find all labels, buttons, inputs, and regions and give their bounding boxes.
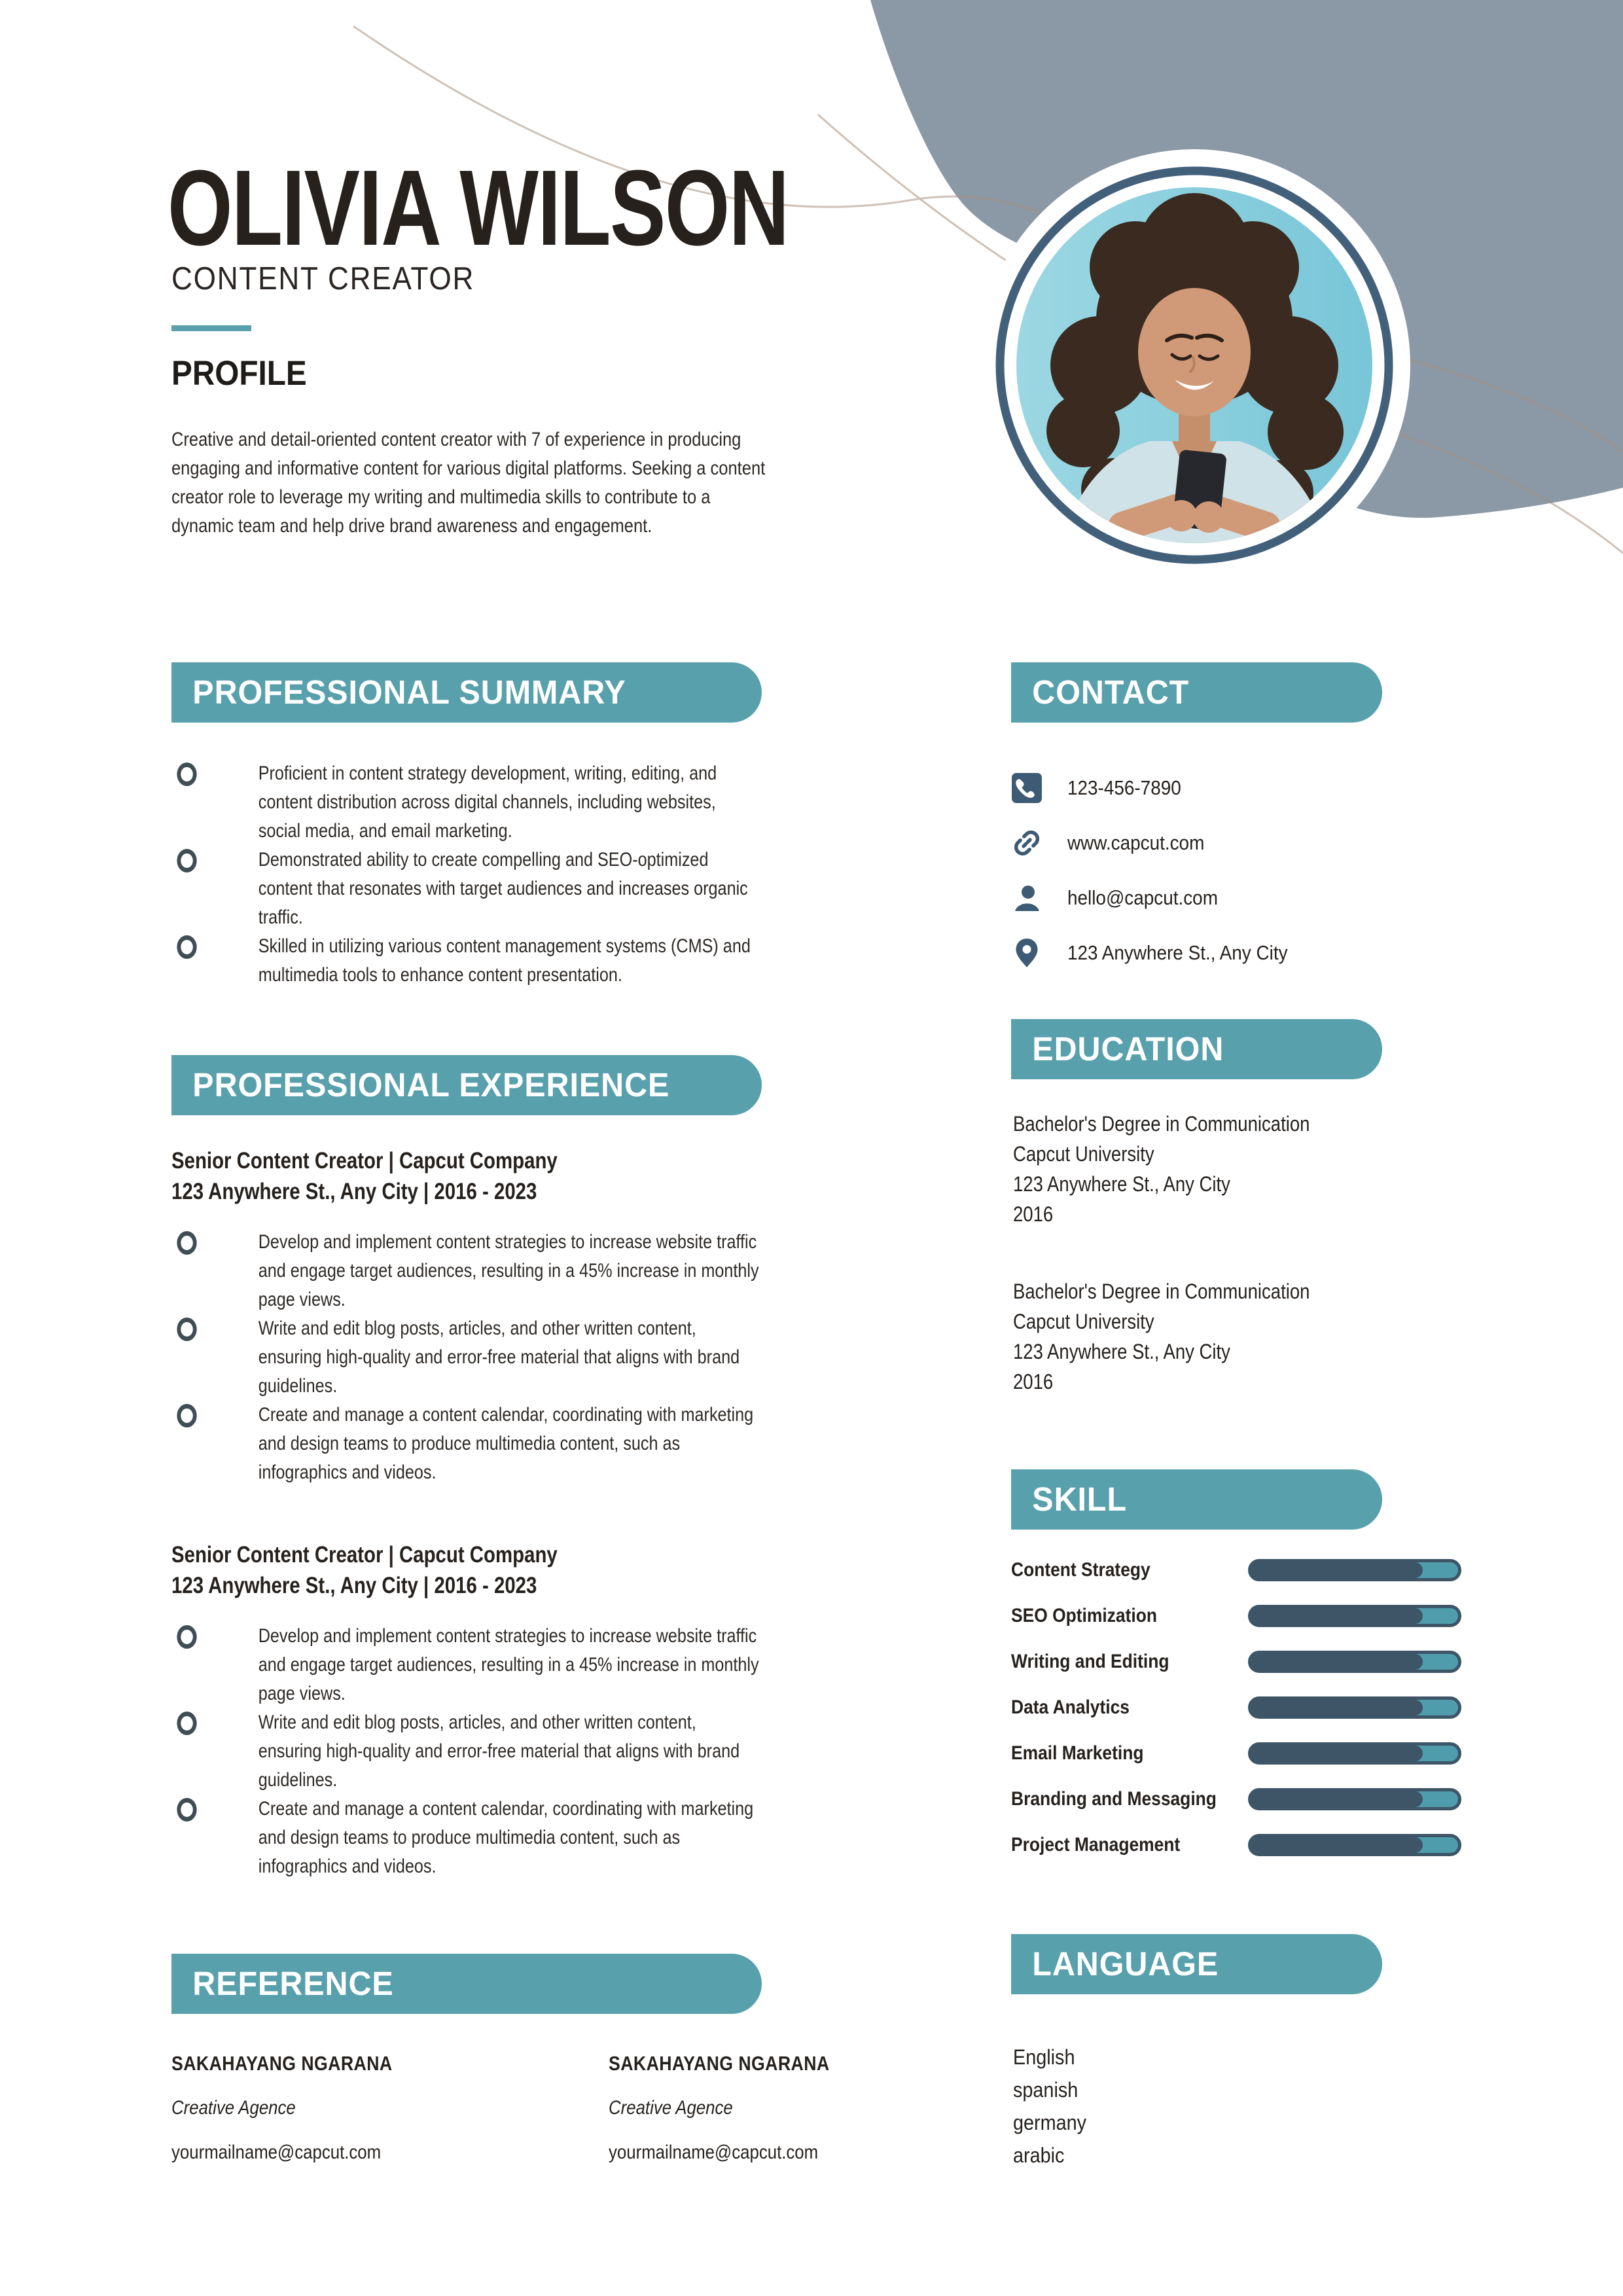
summary-bullet: Demonstrated ability to create compelling and SEO-optimized content that resonates with target audiences and increases organic traffic. bbox=[258, 849, 748, 928]
job-bullets bbox=[171, 1622, 762, 1881]
skill-heading: SKILL bbox=[1032, 1480, 1128, 1518]
language-item: germany bbox=[1013, 2111, 1087, 2134]
reference-heading: REFERENCE bbox=[192, 1965, 394, 2002]
link-icon bbox=[1011, 827, 1043, 859]
contact-row bbox=[1011, 870, 1469, 925]
person-name: OLIVIA WILSON bbox=[168, 148, 789, 268]
skill-label: SEO Optimization bbox=[1011, 1605, 1157, 1626]
skill-bar-fill bbox=[1251, 1608, 1423, 1624]
job-bullet: Write and edit blog posts, articles, and other written content, ensuring high-quality and error-free material that aligns with brand guidelines. bbox=[258, 1712, 740, 1791]
skill-bar-fill bbox=[1251, 1562, 1423, 1578]
language-list bbox=[1013, 2041, 1086, 2172]
language-heading: LANGUAGE bbox=[1032, 1945, 1219, 1982]
job-header bbox=[171, 1145, 762, 1207]
skill-row bbox=[1011, 1776, 1461, 1822]
skill-bar bbox=[1248, 1605, 1461, 1627]
language-item: English bbox=[1013, 2045, 1075, 2069]
experience-banner bbox=[171, 1055, 762, 1115]
contact-value: hello@capcut.com bbox=[1067, 886, 1218, 909]
reference-name: SAKAHAYANG NGARANA bbox=[171, 2052, 393, 2075]
skill-row bbox=[1011, 1547, 1461, 1593]
list-item bbox=[171, 1314, 762, 1401]
summary-banner bbox=[171, 662, 762, 723]
list-item bbox=[171, 1622, 762, 1708]
reference-email: yourmailname@capcut.com bbox=[609, 2142, 819, 2163]
job-title: Senior Content Creator | Capcut Company bbox=[171, 1148, 558, 1174]
bullet-icon bbox=[177, 1404, 196, 1427]
experience-heading: PROFESSIONAL EXPERIENCE bbox=[192, 1066, 670, 1103]
education-entry bbox=[1013, 1276, 1418, 1397]
list-item bbox=[171, 1401, 762, 1487]
bullet-icon bbox=[177, 1712, 196, 1735]
reference-name: SAKAHAYANG NGARANA bbox=[609, 2052, 830, 2075]
skill-bar-fill bbox=[1251, 1746, 1423, 1761]
contact-banner bbox=[1011, 662, 1382, 723]
list-item bbox=[171, 1228, 762, 1314]
job-bullet: Create and manage a content calendar, coordinating with marketing and design teams to produce multimedia content, such as infographics and videos. bbox=[258, 1798, 754, 1877]
skill-label: Project Management bbox=[1011, 1834, 1181, 1856]
reference-banner bbox=[171, 1954, 762, 2014]
skill-bar bbox=[1248, 1696, 1461, 1719]
bullet-icon bbox=[177, 935, 196, 959]
contact-row bbox=[1011, 761, 1469, 816]
job-header bbox=[171, 1539, 762, 1601]
skill-bar bbox=[1248, 1559, 1461, 1581]
profile-heading: PROFILE bbox=[171, 354, 307, 393]
job-meta: 123 Anywhere St., Any City | 2016 - 2023 bbox=[171, 1179, 537, 1204]
person-title: CONTENT CREATOR bbox=[171, 261, 475, 296]
skill-row bbox=[1011, 1822, 1461, 1868]
education-degree: Bachelor's Degree in Communication bbox=[1013, 1112, 1310, 1136]
education-school: Capcut University bbox=[1013, 1142, 1154, 1166]
skill-bar bbox=[1248, 1651, 1461, 1673]
education-banner bbox=[1011, 1019, 1382, 1079]
reference-role: Creative Agence bbox=[171, 2097, 296, 2119]
language-banner bbox=[1011, 1934, 1382, 1994]
job-bullet: Create and manage a content calendar, coordinating with marketing and design teams to produce multimedia content, such as infographics and videos. bbox=[258, 1404, 754, 1483]
contact-value: 123-456-7890 bbox=[1067, 776, 1181, 799]
skill-label: Data Analytics bbox=[1011, 1696, 1130, 1718]
summary-list bbox=[171, 759, 762, 990]
phone-icon bbox=[1011, 772, 1043, 804]
summary-bullet: Skilled in utilizing various content management systems (CMS) and multimedia tools to enhance content presentation. bbox=[258, 935, 751, 986]
skill-row bbox=[1011, 1593, 1461, 1639]
education-entry bbox=[1013, 1109, 1418, 1229]
skill-bar bbox=[1248, 1742, 1461, 1765]
education-year: 2016 bbox=[1013, 1202, 1054, 1226]
job-title: Senior Content Creator | Capcut Company bbox=[171, 1542, 558, 1568]
contact-row bbox=[1011, 925, 1469, 980]
bullet-icon bbox=[177, 762, 196, 786]
summary-heading: PROFESSIONAL SUMMARY bbox=[192, 673, 626, 711]
skill-label: Branding and Messaging bbox=[1011, 1788, 1217, 1810]
skill-bar bbox=[1248, 1834, 1461, 1856]
list-item bbox=[171, 932, 762, 990]
job-bullets bbox=[171, 1228, 762, 1487]
bullet-icon bbox=[177, 1798, 196, 1821]
skill-row bbox=[1011, 1639, 1461, 1685]
skill-bar-fill bbox=[1251, 1837, 1423, 1853]
language-item: arabic bbox=[1013, 2144, 1065, 2167]
reference-role: Creative Agence bbox=[609, 2097, 733, 2119]
list-item bbox=[171, 1708, 762, 1795]
skill-label: Writing and Editing bbox=[1011, 1651, 1169, 1672]
education-degree: Bachelor's Degree in Communication bbox=[1013, 1280, 1310, 1303]
skill-bar-fill bbox=[1251, 1700, 1423, 1715]
job-bullet: Develop and implement content strategies to increase website traffic and engage target audiences, resulting in a 45% increase in monthly page views. bbox=[258, 1231, 759, 1310]
list-item bbox=[171, 759, 762, 846]
person-icon bbox=[1011, 882, 1043, 914]
contact-value: 123 Anywhere St., Any City bbox=[1067, 941, 1288, 964]
bullet-icon bbox=[177, 849, 196, 872]
skill-bar-fill bbox=[1251, 1791, 1423, 1807]
skill-banner bbox=[1011, 1469, 1382, 1530]
skill-bar-fill bbox=[1251, 1654, 1423, 1670]
education-address: 123 Anywhere St., Any City bbox=[1013, 1172, 1230, 1196]
contact-heading: CONTACT bbox=[1032, 673, 1190, 711]
reference-entry bbox=[609, 2052, 957, 2164]
location-icon bbox=[1011, 937, 1043, 969]
profile-text: Creative and detail-oriented content creator with 7 of experience in producing engaging and informative content for various digital platforms. Seeking a content creator role to leverage my writing and multimedia skills to contribute to a dynamic team and help drive brand awareness and engagement. bbox=[171, 429, 766, 537]
list-item bbox=[171, 1795, 762, 1881]
job-meta: 123 Anywhere St., Any City | 2016 - 2023 bbox=[171, 1573, 537, 1598]
skill-label: Content Strategy bbox=[1011, 1559, 1150, 1581]
profile-photo bbox=[978, 149, 1410, 581]
skill-bar bbox=[1248, 1788, 1461, 1810]
bullet-icon bbox=[177, 1318, 196, 1341]
education-school: Capcut University bbox=[1013, 1310, 1154, 1333]
contact-list bbox=[1011, 761, 1469, 980]
summary-bullet: Proficient in content strategy development, writing, editing, and content distribution across digital channels, including websites, social media, and email marketing. bbox=[258, 762, 717, 842]
accent-rule bbox=[171, 325, 251, 331]
job-bullet: Write and edit blog posts, articles, and other written content, ensuring high-quality and error-free material that aligns with brand guidelines. bbox=[258, 1318, 740, 1397]
skill-row bbox=[1011, 1685, 1461, 1731]
skill-label: Email Marketing bbox=[1011, 1742, 1144, 1764]
list-item bbox=[171, 846, 762, 932]
job-bullet: Develop and implement content strategies to increase website traffic and engage target audiences, resulting in a 45% increase in monthly page views. bbox=[258, 1625, 759, 1704]
skill-list bbox=[1011, 1547, 1461, 1868]
contact-value: www.capcut.com bbox=[1067, 831, 1205, 854]
bullet-icon bbox=[177, 1625, 196, 1649]
bullet-icon bbox=[177, 1231, 196, 1255]
language-item: spanish bbox=[1013, 2078, 1079, 2102]
skill-row bbox=[1011, 1731, 1461, 1776]
education-heading: EDUCATION bbox=[1032, 1030, 1224, 1067]
education-year: 2016 bbox=[1013, 1370, 1054, 1393]
education-address: 123 Anywhere St., Any City bbox=[1013, 1340, 1230, 1363]
reference-email: yourmailname@capcut.com bbox=[171, 2142, 382, 2163]
contact-row bbox=[1011, 816, 1469, 870]
reference-entry bbox=[171, 2052, 520, 2164]
